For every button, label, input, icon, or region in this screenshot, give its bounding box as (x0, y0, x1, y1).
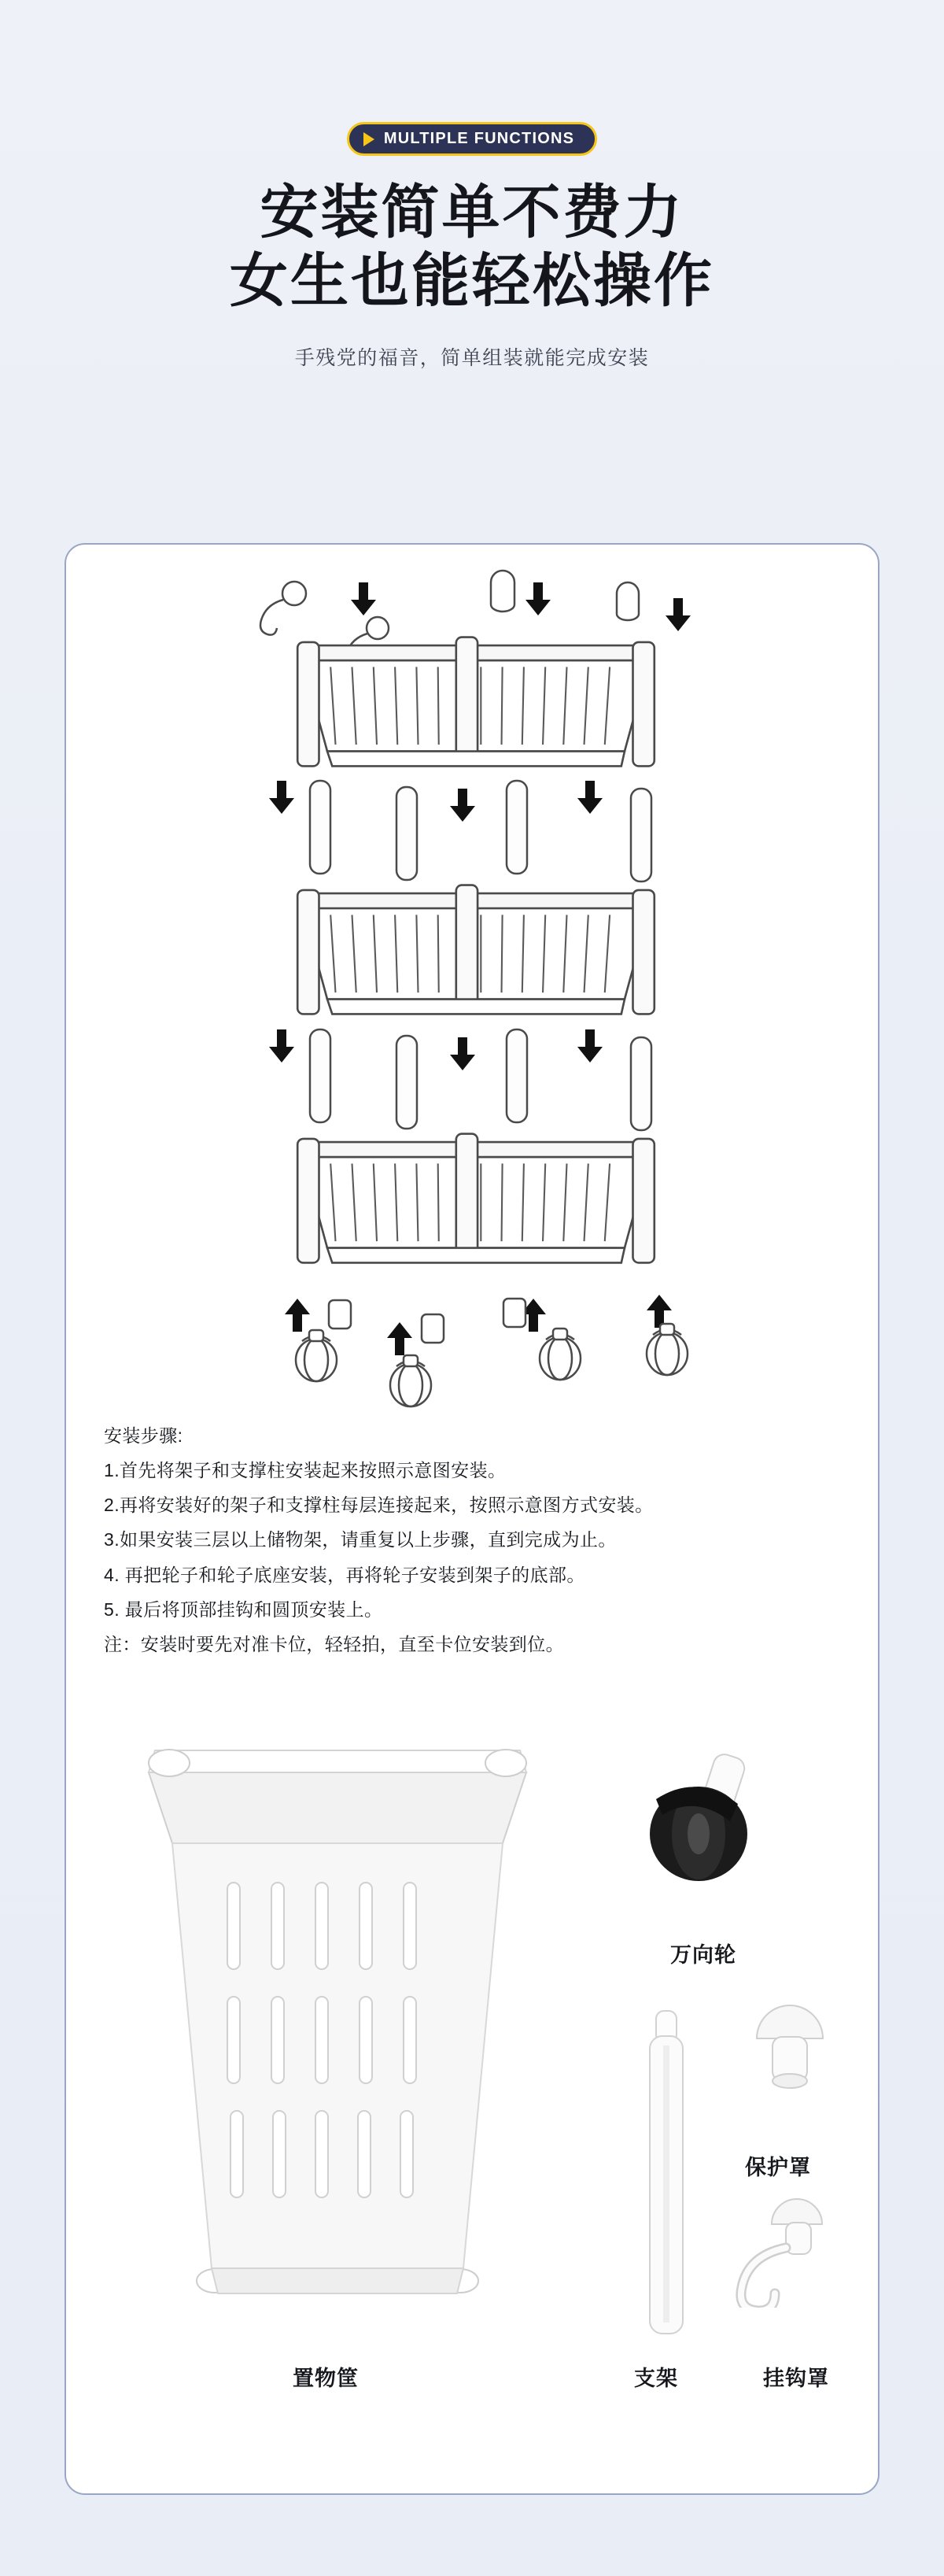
content-card (65, 543, 879, 2495)
badge-label: MULTIPLE FUNCTIONS (383, 130, 575, 147)
badge-container (0, 0, 944, 156)
steps-title: 安装步骤: (104, 1425, 183, 1446)
parts-gallery (66, 1702, 881, 2489)
hook-cap-part (260, 582, 306, 635)
step-item-4: 4. 再把轮子和轮子底座安装，再将轮子安装到架子的底部。 (104, 1564, 585, 1585)
hook-label: 挂钩罩 (763, 2367, 829, 2390)
basket-image (133, 1725, 542, 2359)
steps-note: 注：安装时要先对准卡位，轻轻拍，直至卡位安装到位。 (104, 1633, 564, 1654)
step-item-1: 1.首先将架子和支撑柱安装起来按照示意图安装。 (104, 1460, 507, 1481)
pole-label: 支架 (634, 2367, 678, 2390)
play-triangle-icon (363, 132, 374, 146)
pole-image (639, 2005, 694, 2347)
hook-image (731, 2190, 849, 2312)
wheel-label: 万向轮 (670, 1943, 736, 1967)
step-item-5: 5. 最后将顶部挂钩和圆顶安装上。 (104, 1598, 383, 1620)
cover-image (743, 2001, 837, 2107)
headline-line-1: 安装简单不费力 (260, 179, 684, 245)
page-title (0, 178, 944, 316)
assembly-diagram (66, 545, 881, 1418)
assembly-steps (104, 1418, 851, 1661)
wheel-image (631, 1749, 788, 1902)
multiple-functions-badge (347, 122, 597, 156)
page-subtitle: 手残党的福音，简单组装就能完成安装 (294, 346, 650, 369)
step-item-3: 3.如果安装三层以上储物架，请重复以上步骤，直到完成为止。 (104, 1529, 617, 1550)
step-item-2: 2.再将安装好的架子和支撑柱每层连接起来，按照示意图方式安装。 (104, 1495, 654, 1516)
cover-label: 保护罩 (745, 2156, 811, 2179)
headline-line-2: 女生也能轻松操作 (230, 248, 714, 314)
basket-label: 置物筐 (293, 2367, 359, 2390)
